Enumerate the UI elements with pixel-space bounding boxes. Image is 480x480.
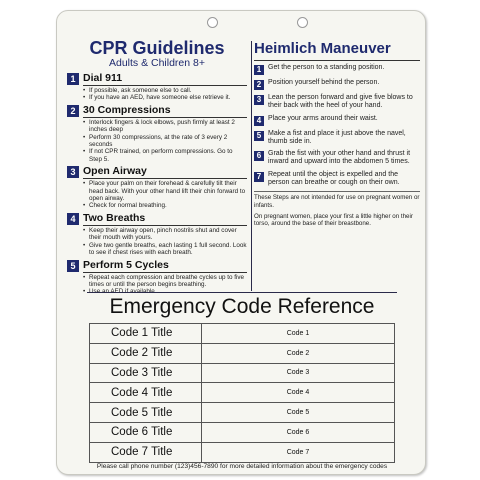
- step-bullet: • Perform 30 compressions, at the rate of 3 every 2 seconds: [83, 134, 247, 149]
- code-table: [89, 323, 395, 463]
- step-title: 30 Compressions: [83, 104, 247, 118]
- step-number: 2: [254, 80, 264, 90]
- code-value-cell: Code 5: [202, 403, 395, 423]
- column-divider: [251, 41, 252, 291]
- code-title-cell: Code 3 Title: [90, 363, 202, 383]
- cpr-step: [67, 212, 247, 257]
- heimlich-title: Heimlich Maneuver: [254, 39, 420, 61]
- step-number: 6: [254, 151, 264, 161]
- code-value-cell: Code 6: [202, 422, 395, 442]
- code-value-cell: Code 4: [202, 383, 395, 403]
- table-row: [90, 383, 395, 403]
- step-number: 1: [254, 65, 264, 75]
- cpr-step: [67, 259, 247, 296]
- step-bullet: • Keep their airway open, pinch nostrils shut and cover their mouth with yours.: [83, 227, 247, 242]
- step-number: 5: [254, 131, 264, 141]
- heimlich-step: [254, 115, 420, 126]
- table-row: [90, 422, 395, 442]
- step-bullet: • If possible, ask someone else to call.: [83, 87, 247, 94]
- step-title: Open Airway: [83, 165, 247, 179]
- step-text: Lean the person forward and give five blows to their back with the heel of your hand.: [268, 94, 413, 110]
- table-row: [90, 363, 395, 383]
- reference-title: Emergency Code Reference: [109, 295, 375, 318]
- cpr-subtitle: Adults & Children 8+: [108, 57, 205, 69]
- step-title: Perform 5 Cycles: [83, 259, 247, 273]
- hang-hole-left: [207, 17, 218, 28]
- step-bullet: • Give two gentle breaths, each lasting 1 full second. Look to see if chest rises with each breath.: [83, 242, 247, 257]
- heimlich-step: [254, 79, 420, 90]
- step-text: Get the person to a standing position.: [268, 64, 385, 71]
- code-title-cell: Code 5 Title: [90, 403, 202, 423]
- code-value-cell: Code 3: [202, 363, 395, 383]
- code-title-cell: Code 6 Title: [90, 422, 202, 442]
- hang-hole-right: [297, 17, 308, 28]
- heimlich-step: [254, 94, 420, 111]
- heimlich-step: [254, 130, 420, 147]
- cpr-section: [67, 39, 247, 298]
- heimlich-step: [254, 171, 420, 188]
- step-number: 3: [254, 95, 264, 105]
- step-number: 7: [254, 172, 264, 182]
- cpr-step: [67, 72, 247, 102]
- cpr-step: [67, 165, 247, 210]
- code-title-cell: Code 4 Title: [90, 383, 202, 403]
- heimlich-step: [254, 64, 420, 75]
- step-bullet: • Repeat each compression and breathe cycles up to five times or until the person begins breathing.: [83, 274, 247, 289]
- table-row: [90, 442, 395, 462]
- step-text: Grab the fist with your other hand and thrust it inward and upward into the abdomen 5 times.: [268, 150, 411, 166]
- step-bullet: • Interlock fingers & lock elbows, push firmly at least 2 inches deep: [83, 119, 247, 134]
- reference-card: [56, 10, 426, 475]
- heimlich-section: [254, 39, 420, 227]
- step-title: Dial 911: [83, 72, 247, 86]
- step-bullet: • If not CPR trained, on perform compressions. Go to Step 5.: [83, 148, 247, 163]
- heimlich-note: On pregnant women, place your first a little higher on their torso, around the base of their breastbone.: [254, 212, 413, 227]
- step-number: 5: [67, 260, 79, 272]
- step-number: 2: [67, 105, 79, 117]
- step-number: 1: [67, 73, 79, 85]
- code-value-cell: Code 2: [202, 343, 395, 363]
- step-text: Position yourself behind the person.: [268, 79, 380, 86]
- cpr-step: [67, 104, 247, 163]
- footer-note: Please call phone number (123)456-7890 for more detailed information about the emergency codes: [96, 463, 388, 470]
- step-bullet: • Place your palm on their forehead & carefully tilt their head back. With your other hand lift their chin forward to open airway.: [83, 180, 247, 202]
- code-value-cell: Code 1: [202, 324, 395, 344]
- cpr-title: CPR Guidelines: [89, 38, 225, 58]
- code-value-cell: Code 7: [202, 442, 395, 462]
- code-title-cell: Code 1 Title: [90, 324, 202, 344]
- code-title-cell: Code 2 Title: [90, 343, 202, 363]
- step-number: 4: [67, 213, 79, 225]
- table-row: [90, 324, 395, 344]
- step-text: Make a fist and place it just above the navel, thumb side in.: [268, 129, 406, 145]
- heimlich-note: These Steps are not intended for use on pregnant women or infants.: [254, 191, 420, 208]
- step-number: 3: [67, 166, 79, 178]
- table-row: [90, 343, 395, 363]
- step-bullet: • Check for normal breathing.: [83, 202, 247, 209]
- step-number: 4: [254, 116, 264, 126]
- step-title: Two Breaths: [83, 212, 247, 226]
- table-row: [90, 403, 395, 423]
- code-title-cell: Code 7 Title: [90, 442, 202, 462]
- step-bullet: • If you have an AED, have someone else retrieve it.: [83, 94, 247, 101]
- step-text: Repeat until the object is expelled and the person can breathe or cough on their own.: [268, 170, 400, 187]
- heimlich-step: [254, 150, 420, 167]
- step-text: Place your arms around their waist.: [268, 114, 378, 122]
